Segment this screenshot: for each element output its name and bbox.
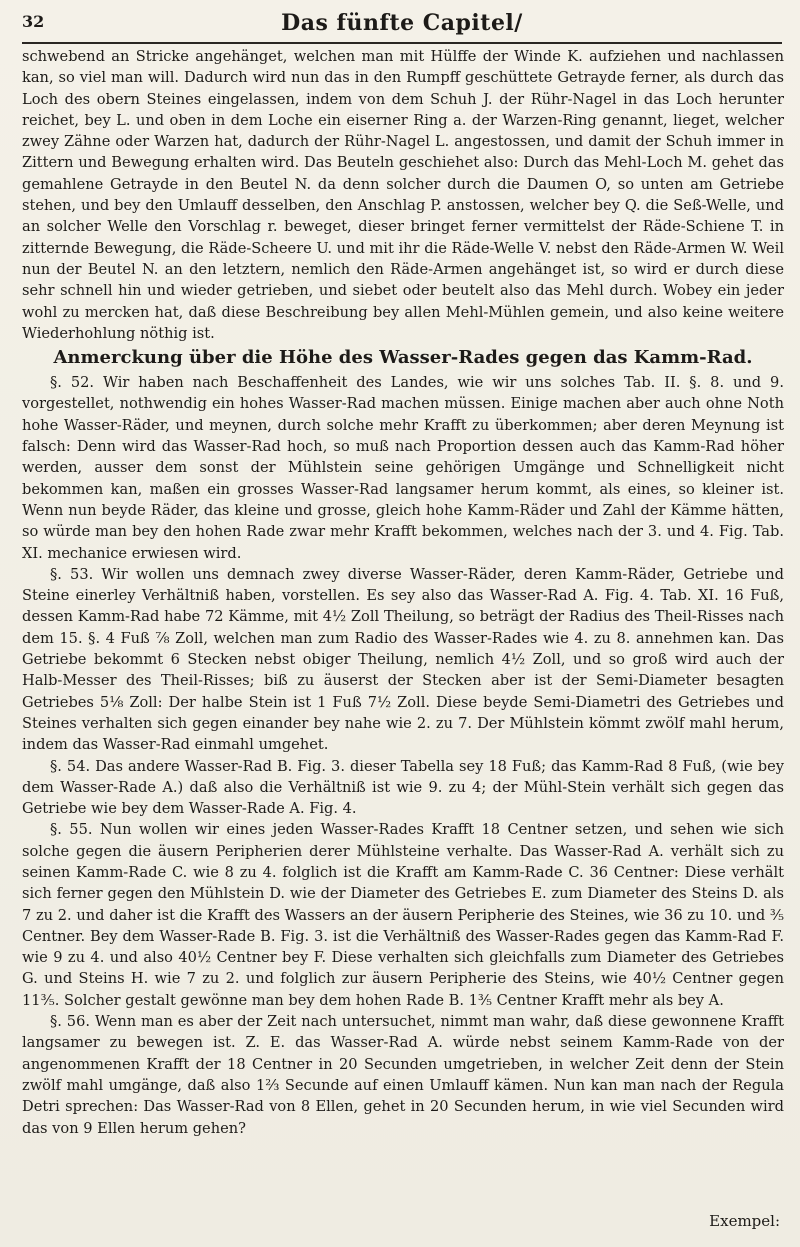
page-header xyxy=(22,8,782,44)
catchword: Exempel: xyxy=(709,1212,780,1230)
paragraph-s53: §. 53. Wir wollen uns demnach zwey diverse Wasser-Räder, deren Kamm-Räder, Getriebe und Steine einerley Verhältniß haben, vorstellen. Es sey also das Wasser-Rad A. Fig. 4. Tab. XI. 16 Fuß, dessen Kamm-Rad habe 72 Kämme, mit 4½ Zoll Theilung, so beträgt der Radius des Theil-Risses nach dem 15. §. 4 Fuß ⅞ Zoll, welchen man zum Radio des Wasser-Rades wie 4. zu 8. annehmen kan. Das Getriebe bekommt 6 Stecken nebst obiger Theilung, nemlich 4½ Zoll, und so groß wird auch der Halb-Messer des Theil-Risses; biß zu äuserst der Stecken aber ist der Semi-Diameter besagten Getriebes 5⅛ Zoll: Der halbe Stein ist 1 Fuß 7½ Zoll. Diese beyde Semi-Diametri des Getriebes und Steines verhalten sich gegen einander bey nahe wie 2. zu 7. Der Mühlstein kömmt zwölf mahl herum, indem das Wasser-Rad einmahl umgehet. xyxy=(22,565,784,754)
section-heading: Anmerckung über die Höhe des Wasser-Rades gegen das Kamm-Rad. xyxy=(53,347,753,369)
paragraph-s54: §. 54. Das andere Wasser-Rad B. Fig. 3. dieser Tabella sey 18 Fuß; das Kamm-Rad 8 Fuß, (wie bey dem Wasser-Rade A.) daß also die Verhältniß ist wie 9. zu 4; der Mühl-Stein verhält sich gegen das Getriebe wie bey dem Wasser-Rade A. Fig. 4. xyxy=(22,757,784,818)
paragraph-s56: §. 56. Wenn man es aber der Zeit nach untersuchet, nimmt man wahr, daß diese gewonnene Krafft langsamer zu bewegen ist. Z. E. das Wasser-Rad A. würde nebst seinem Kamm-Rade von der angenommenen Krafft der 18 Centner in 20 Secunden umgetrieben, in welcher Zeit denn der Stein zwölf mahl umgänge, daß also 1⅔ Secunde auf einen Umlauff kämen. Nun kan man nach der Regula Detri sprechen: Das Wasser-Rad von 8 Ellen, gehet in 20 Secunden herum, in wie viel Secunden wird das von 9 Ellen herum gehen? xyxy=(22,1013,784,1137)
page-number: 32 xyxy=(22,12,45,31)
paragraph-continuation: schwebend an Stricke angehänget, welchen man mit Hülffe der Winde K. aufziehen und nachlassen kan, so viel man will. Dadurch wird nun das in den Rumpff geschüttete Getrayde ferner, als durch das Loch des obern Steines eingelassen, indem von dem Schuh J. der Rühr-Nagel in das Loch herunter reichet, bey L. und oben in dem Loche ein eiserner Ring a. der Warzen-Ring genannt, lieget, welcher zwey Zähne oder Warzen hat, dadurch der Rühr-Nagel L. angestossen, und damit der Schuh immer in Zittern und Bewegung erhalten wird. Das Beuteln geschiehet also: Durch das Mehl-Loch M. gehet das gemahlene Getrayde in den Beutel N. da denn solcher durch die Daumen O, so unten am Getriebe stehen, und bey den Umlauff desselben, den Anschlag P. anstossen, welcher bey Q. die Seß-Welle, und an solcher Welle den Vorschlag r. beweget, dieser bringet ferner vermittelst der Räde-Schiene T. in zitternde Bewegung, die Räde-Scheere U. und mit ihr die Räde-Welle V. nebst den Räde-Armen W. Weil nun der Beutel N. an den letztern, nemlich den Räde-Armen angehänget ist, so wird er durch diese sehr schnell hin und wieder getrieben, und siebet oder beutelt also das Mehl durch. Wobey ein jeder wohl zu mercken hat, daß diese Beschreibung bey allen Mehl-Mühlen gemein, und also keine weitere Wiederhohlung nöthig ist. xyxy=(22,48,784,342)
running-head: Das fünfte Capitel/ xyxy=(281,10,523,36)
paragraph-s52: §. 52. Wir haben nach Beschaffenheit des Landes, wie wir uns solches Tab. II. §. 8. und 9. vorgestellet, nothwendig ein hohes Wasser-Rad machen müssen. Einige machen aber auch ohne Noth hohe Wasser-Räder, und meynen, durch solche mehr Krafft zu überkommen; aber deren Meynung ist falsch: Denn wird das Wasser-Rad hoch, so muß nach Proportion dessen auch das Kamm-Rad höher werden, ausser dem sonst der Mühlstein seine gehörigen Umgänge und Schnelligkeit nicht bekommen kan, maßen ein grosses Wasser-Rad langsamer herum kommt, als eines, so kleiner ist. Wenn nun beyde Räder, das kleine und grosse, gleich hohe Kamm-Räder und Zahl der Kämme hätten, so würde man bey den hohen Rade zwar mehr Krafft bekommen, welches nach der 3. und 4. Fig. Tab. XI. mechanice erwiesen wird. xyxy=(22,374,784,562)
body-text xyxy=(22,46,784,1139)
paragraph-s55: §. 55. Nun wollen wir eines jeden Wasser-Rades Krafft 18 Centner setzen, und sehen wie sich solche gegen die äusern Peripherien derer Mühlsteine verhalte. Das Wasser-Rad A. verhält sich zu seinen Kamm-Rade C. wie 8 zu 4. folglich ist die Krafft am Kamm-Rade C. 36 Centner: Diese verhält sich ferner gegen den Mühlstein D. wie der Diameter des Getriebes E. zum Diameter des Steins D. als 7 zu 2. und daher ist die Krafft des Wassers an der äusern Peripherie des Steines, wie 36 zu 10. und ⅗ Centner. Bey dem Wasser-Rade B. Fig. 3. ist die Verhältniß des Wasser-Rades gegen das Kamm-Rad F. wie 9 zu 4. und also 40½ Centner bey F. Diese verhalten sich gleichfalls zum Diameter des Getriebes G. und Steins H. wie 7 zu 2. und folglich zur äusern Peripherie des Steins, wie 40½ Centner gegen 11⅗. Solcher gestalt gewönne man bey dem hohen Rade B. 1⅗ Centner Krafft mehr als bey A. xyxy=(22,821,784,1009)
